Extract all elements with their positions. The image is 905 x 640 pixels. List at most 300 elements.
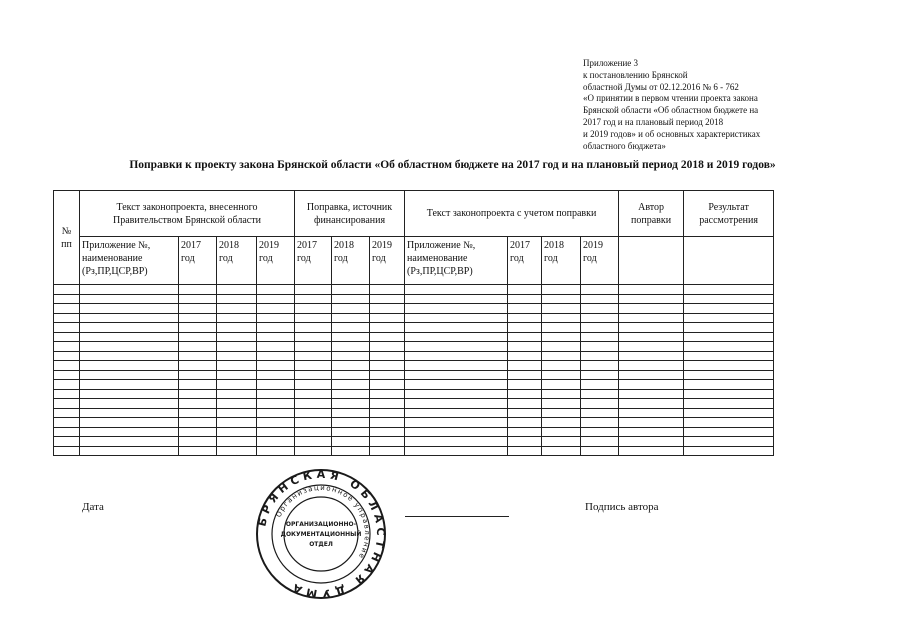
table-cell [405,285,508,295]
table-cell [405,446,508,456]
table-cell [54,380,80,390]
table-cell [80,361,179,371]
table-cell [405,294,508,304]
table-cell [295,332,332,342]
table-cell [542,285,581,295]
table-cell [542,313,581,323]
table-cell [179,342,217,352]
table-cell [217,427,257,437]
table-cell [217,389,257,399]
table-cell [217,294,257,304]
table-cell [54,389,80,399]
table-cell [684,418,774,428]
table-cell [619,408,684,418]
group-amendment-header: Поправка, источник финансирования [295,191,405,237]
table-cell [542,389,581,399]
table-cell [54,437,80,447]
table-cell [581,332,619,342]
table-cell [542,323,581,333]
table-cell [80,399,179,409]
table-cell [332,323,370,333]
table-cell [508,361,542,371]
table-cell [370,408,405,418]
table-cell [80,370,179,380]
table-cell [619,342,684,352]
table-cell [619,323,684,333]
subheader-2018: 2018 год [542,237,581,285]
table-cell [684,389,774,399]
table-cell [684,370,774,380]
table-cell [581,408,619,418]
table-cell [332,294,370,304]
subheader-2019: 2019 год [257,237,295,285]
document-title: Поправки к проекту закона Брянской области «Об областном бюджете на 2017 год и на плановый период 2018 и 2019 годов» [129,159,776,171]
table-cell [542,446,581,456]
table-cell [295,437,332,447]
table-cell [581,446,619,456]
table-cell [217,380,257,390]
table-cell [332,408,370,418]
table-cell [370,342,405,352]
table-cell [80,389,179,399]
table-cell [405,389,508,399]
stamp-center-line: ДОКУМЕНТАЦИОННЫЙ [280,531,362,538]
table-cell [542,342,581,352]
table-cell [332,351,370,361]
table-cell [542,408,581,418]
table-cell [542,380,581,390]
table-cell [508,370,542,380]
table-cell [581,399,619,409]
table-cell [332,313,370,323]
table-cell [257,342,295,352]
table-cell [332,332,370,342]
table-row [54,418,774,428]
table-cell [332,437,370,447]
table-cell [257,408,295,418]
table-cell [619,399,684,409]
table-cell [370,285,405,295]
table-cell [542,351,581,361]
table-cell [542,361,581,371]
group-government-text-header: Текст законопроекта, внесенного Правительством Брянской области [80,191,295,237]
table-cell [257,294,295,304]
table-cell [684,446,774,456]
table-cell [619,304,684,314]
table-row [54,304,774,314]
table-cell [295,342,332,352]
table-cell [257,285,295,295]
table-cell [370,389,405,399]
table-cell [684,351,774,361]
table-cell [257,332,295,342]
signature-label: Подпись автора [585,501,659,513]
table-cell [508,304,542,314]
table-cell [54,351,80,361]
appendix-line: 2017 год и на плановый период 2018 [583,116,724,127]
table-cell [684,408,774,418]
table-row [54,389,774,399]
table-cell [217,285,257,295]
stamp-outer-text: БРЯНСКАЯ ОБЛАСТНАЯ ДУМА [255,468,387,600]
table-cell [581,427,619,437]
table-cell [257,304,295,314]
table-cell [80,342,179,352]
table-cell [619,427,684,437]
table-cell [217,408,257,418]
table-cell [684,313,774,323]
table-row [54,323,774,333]
table-cell [581,389,619,399]
table-cell [295,294,332,304]
table-cell [684,332,774,342]
table-cell [179,418,217,428]
table-cell [332,304,370,314]
table-cell [217,446,257,456]
table-cell [257,380,295,390]
table-cell [581,285,619,295]
table-cell [619,446,684,456]
subheader-2018: 2018 год [332,237,370,285]
table-cell [54,418,80,428]
table-cell [179,446,217,456]
table-cell [257,446,295,456]
table-cell [217,313,257,323]
table-cell [257,361,295,371]
table-cell [295,380,332,390]
table-cell [54,323,80,333]
table-cell [295,389,332,399]
table-cell [405,370,508,380]
table-row [54,294,774,304]
table-cell [179,427,217,437]
table-cell [542,418,581,428]
table-cell [295,446,332,456]
table-cell [217,342,257,352]
table-cell [80,380,179,390]
table-cell [295,370,332,380]
table-cell [332,370,370,380]
table-cell [217,361,257,371]
subheader-name: Приложение №, наименование (Рз,ПР,ЦСР,ВР) [405,237,508,285]
table-cell [54,399,80,409]
table-row [54,446,774,456]
table-cell [542,437,581,447]
table-cell [370,323,405,333]
table-row [54,351,774,361]
appendix-line: Приложение 3 [583,58,639,68]
date-label: Дата [82,501,104,513]
table-cell [542,294,581,304]
table-cell [54,342,80,352]
table-cell [370,380,405,390]
table-cell [217,399,257,409]
table-cell [257,323,295,333]
table-cell [80,285,179,295]
table-cell [80,408,179,418]
signature-line [405,516,509,517]
table-cell [684,285,774,295]
table-cell [217,304,257,314]
appendix-note [583,58,883,152]
table-cell [508,294,542,304]
table-cell [295,285,332,295]
table-row [54,399,774,409]
table-cell [295,427,332,437]
table-cell [508,446,542,456]
subheader-2017: 2017 год [179,237,217,285]
subheader-2018: 2018 год [217,237,257,285]
table-cell [684,323,774,333]
table-cell [684,342,774,352]
table-cell [332,399,370,409]
table-row [54,380,774,390]
table-cell [332,285,370,295]
table-cell [370,332,405,342]
table-cell [370,294,405,304]
table-cell [80,323,179,333]
table-cell [217,370,257,380]
table-cell [619,351,684,361]
appendix-line: «О принятии в первом чтении проекта закона [583,93,758,104]
appendix-line: Брянской области «Об областном бюджете на [583,105,759,116]
table-cell [179,408,217,418]
table-row [54,313,774,323]
table-cell [332,418,370,428]
table-cell [619,437,684,447]
table-cell [179,332,217,342]
table-cell [542,427,581,437]
table-cell [581,323,619,333]
table-cell [370,313,405,323]
table-cell [80,313,179,323]
table-row [54,342,774,352]
table-cell [581,351,619,361]
table-cell [54,313,80,323]
table-cell [370,446,405,456]
table-cell [217,323,257,333]
subheader-2019: 2019 год [581,237,619,285]
table-cell [581,370,619,380]
stamp-inner-text: Организационное управление [274,483,372,561]
table-cell [54,408,80,418]
table-cell [619,294,684,304]
table-cell [370,399,405,409]
table-cell [370,437,405,447]
table-cell [295,323,332,333]
table-cell [581,294,619,304]
table-cell [405,351,508,361]
table-cell [332,427,370,437]
table-cell [179,370,217,380]
table-cell [684,427,774,437]
table-cell [257,370,295,380]
table-cell [370,351,405,361]
table-cell [405,304,508,314]
table-cell [179,304,217,314]
table-cell [370,418,405,428]
table-cell [542,304,581,314]
table-cell [542,332,581,342]
table-row [54,332,774,342]
table-cell [405,399,508,409]
table-cell [405,408,508,418]
subheader-2017: 2017 год [508,237,542,285]
table-cell [684,399,774,409]
table-cell [332,361,370,371]
table-cell [295,304,332,314]
table-cell [332,380,370,390]
stamp-center-line: ОРГАНИЗАЦИОННО- [285,521,357,528]
table-cell [54,294,80,304]
appendix-line: и 2019 годов» и об основных характеристиках [583,128,761,139]
column-result-header: Результат рассмотрения [684,191,774,237]
table-cell [54,370,80,380]
table-cell [80,304,179,314]
table-cell [619,370,684,380]
table-cell [405,361,508,371]
table-cell [217,437,257,447]
group-amended-text-header: Текст законопроекта с учетом поправки [405,191,619,237]
table-cell [370,304,405,314]
table-cell [405,342,508,352]
table-cell [581,304,619,314]
table-cell [370,370,405,380]
table-cell [295,351,332,361]
table-cell [684,361,774,371]
appendix-line: областной Думы от 02.12.2016 № 6 - 762 [583,81,739,92]
table-cell [542,370,581,380]
table-cell [581,380,619,390]
table-cell [179,361,217,371]
table-cell [54,427,80,437]
table-cell [80,418,179,428]
table-cell [370,427,405,437]
table-cell [179,351,217,361]
table-cell [179,323,217,333]
table-cell [508,437,542,447]
table-cell [179,313,217,323]
table-cell [619,332,684,342]
table-cell [619,389,684,399]
table-cell [257,351,295,361]
table-cell [80,332,179,342]
table-cell [508,332,542,342]
table-cell [684,304,774,314]
table-cell [217,332,257,342]
amendments-table [53,190,774,456]
table-cell [332,342,370,352]
table-cell [581,313,619,323]
table-cell [619,313,684,323]
table-cell [684,294,774,304]
table-cell [581,418,619,428]
table-cell [508,418,542,428]
table-cell [508,323,542,333]
table-cell [257,313,295,323]
table-cell [80,446,179,456]
table-cell [332,446,370,456]
subheader-2017: 2017 год [295,237,332,285]
table-cell [257,418,295,428]
table-row [54,361,774,371]
table-cell [370,361,405,371]
table-cell [257,399,295,409]
subheader-name: Приложение №, наименование (Рз,ПР,ЦСР,ВР) [80,237,179,285]
table-cell [508,342,542,352]
column-number-header: № пп [54,191,80,285]
table-cell [405,313,508,323]
official-stamp [255,468,387,600]
table-cell [179,399,217,409]
table-cell [619,361,684,371]
stamp-center-line: ОТДЕЛ [309,541,333,548]
table-cell [508,408,542,418]
table-cell [542,399,581,409]
table-cell [581,361,619,371]
subheader-empty [684,237,774,285]
table-cell [80,437,179,447]
table-cell [405,380,508,390]
table-cell [508,427,542,437]
table-cell [295,399,332,409]
table-cell [179,380,217,390]
table-cell [54,304,80,314]
table-cell [179,389,217,399]
table-cell [217,351,257,361]
table-cell [581,342,619,352]
table-cell [581,437,619,447]
subheader-2019: 2019 год [370,237,405,285]
table-cell [217,418,257,428]
table-cell [619,380,684,390]
table-cell [508,399,542,409]
table-cell [405,427,508,437]
table-cell [405,437,508,447]
table-cell [80,351,179,361]
table-cell [257,437,295,447]
table-cell [508,351,542,361]
table-cell [508,313,542,323]
column-author-header: Автор поправки [619,191,684,237]
table-cell [405,323,508,333]
table-cell [508,389,542,399]
table-cell [257,389,295,399]
appendix-line: к постановлению Брянской [583,69,688,80]
table-cell [508,285,542,295]
table-cell [684,437,774,447]
table-row [54,437,774,447]
table-row [54,285,774,295]
table-cell [508,380,542,390]
table-cell [179,294,217,304]
table-row [54,427,774,437]
table-cell [54,361,80,371]
table-cell [295,313,332,323]
table-cell [619,285,684,295]
table-row [54,408,774,418]
table-cell [54,332,80,342]
table-row [54,370,774,380]
table-cell [295,361,332,371]
table-cell [405,418,508,428]
table-cell [80,427,179,437]
table-cell [332,389,370,399]
appendix-line: областного бюджета» [583,140,666,151]
table-cell [54,446,80,456]
subheader-empty [619,237,684,285]
table-cell [179,285,217,295]
